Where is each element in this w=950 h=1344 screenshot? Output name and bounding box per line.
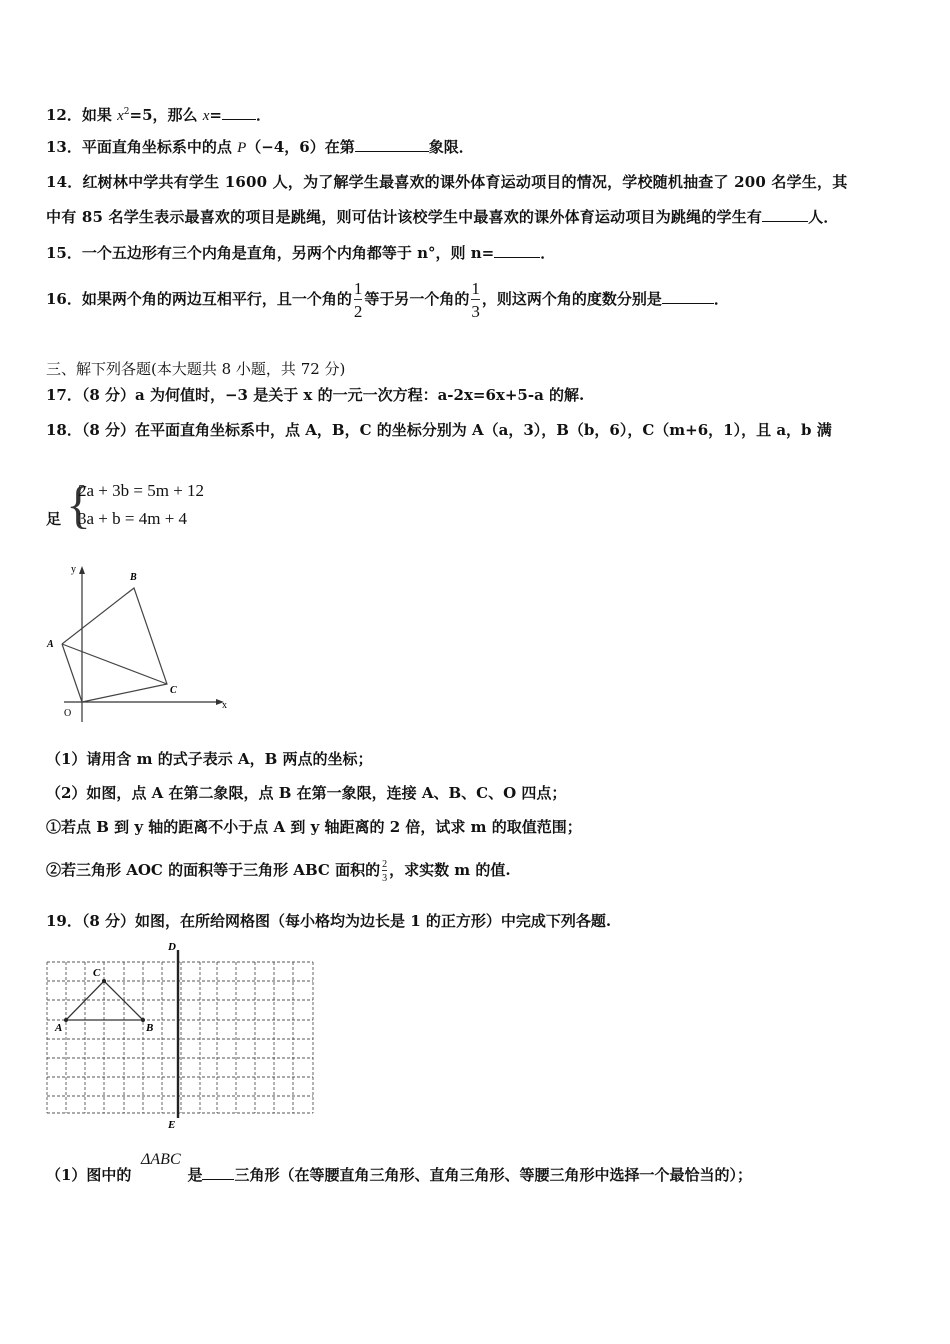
q15-text-b: ．: [540, 244, 556, 262]
question-14-line1: [46, 172, 847, 192]
origin-label: O: [64, 708, 72, 719]
question-17: 17．（8 分）a 为何值时，−3 是关于 x 的一元一次方程：a-2x=6x+5-a 的解.: [46, 386, 585, 404]
x-axis-label: x: [222, 700, 227, 711]
question-12: [46, 102, 271, 126]
point-c-label: C: [170, 685, 177, 696]
q14-answer-blank[interactable]: [762, 207, 808, 222]
q18-part2-sub2: ②若三角形 AOC 的面积等于三角形 ABC 面积的 $\frac{2}{3}$ ，求实数 m 的值.: [46, 858, 511, 884]
point-e-label: E: [168, 1119, 176, 1131]
section-3-heading: 三、解下列各题(本大题共 8 小题，共 72 分): [46, 360, 346, 378]
point-d-label: D: [168, 941, 176, 953]
q19-grid-figure: [40, 936, 330, 1132]
q13-point-p: P: [237, 140, 247, 156]
q16-text-c: ，则这两个角的度数分别是: [481, 290, 662, 308]
q15-answer-blank[interactable]: [494, 243, 540, 258]
question-16: [46, 278, 729, 322]
question-15: [46, 243, 555, 263]
delta-abc-symbol: ΔABC: [141, 1151, 181, 1168]
q19-answer-blank[interactable]: [202, 1165, 234, 1180]
y-axis-arrow-icon: [79, 566, 85, 574]
question-13: [46, 137, 474, 158]
q18-part2-sub1: ①若点 B 到 y 轴的距离不小于点 A 到 y 轴距离的 2 倍，试求 m 的取值范围；: [46, 818, 582, 836]
q16-text-b: 等于另一个角的: [364, 290, 470, 308]
q16-text-a: 16．如果两个角的两边互相平行，且一个角的: [46, 290, 352, 308]
q16-fraction-third: $\frac{1}{3}$: [471, 278, 480, 321]
y-axis-label: y: [71, 564, 76, 575]
point-c-label: C: [93, 967, 101, 979]
q18-part1: （1）请用含 m 的式子表示 A，B 两点的坐标；: [46, 750, 373, 768]
question-14-line2: [46, 207, 839, 227]
q14-line1: 14．红树林中学共有学生 1600 人，为了解学生最喜欢的课外体育运动项目的情况，学校随机抽查了 200 名学生，其: [46, 173, 848, 191]
question-18-line1: 18．（8 分）在平面直角坐标系中，点 A，B，C 的坐标分别为 A（a，3），B（b，6），C（m+6，1），且 a，b 满: [46, 421, 832, 439]
equation-2: 3a + b = 4m + 4: [78, 509, 188, 528]
quadrilateral-aboc: [62, 588, 167, 702]
q13-text-c: 象限．: [428, 138, 474, 156]
question-19-line1: 19．（8 分）如图，在所给网格图（每小格均为边长是 1 的正方形）中完成下列各题.: [46, 912, 612, 930]
q12-text-c: =: [209, 106, 222, 124]
q16-text-d: ．: [713, 290, 729, 308]
triangle-abc: [66, 981, 143, 1020]
point-a-label: A: [55, 1022, 63, 1034]
q16-fraction-half: $\frac{1}{2}$: [353, 278, 363, 321]
q18-part2: （2）如图，点 A 在第二象限，点 B 在第一象限，连接 A、B、C、O 四点；: [46, 784, 567, 802]
fraction-two-thirds: $\frac{2}{3}$: [382, 858, 388, 884]
q12-exponent: 2: [123, 107, 130, 117]
q15-text-a: 15．一个五边形有三个内角是直角，另两个内角都等于 n°，则 n=: [46, 244, 495, 262]
equation-system-prefix: 足: [46, 510, 62, 528]
point-b-label: B: [146, 1022, 154, 1034]
q13-answer-blank[interactable]: [355, 137, 429, 152]
q14-line2a: 中有 85 名学生表示最喜欢的项目是跳绳，则可估计该校学生中最喜欢的课外体育运动项目为跳绳的学生有: [46, 208, 763, 226]
q13-text-b: （−4，6）在第: [246, 138, 355, 156]
q12-answer-blank[interactable]: [222, 105, 256, 120]
segment-ac: [62, 644, 167, 684]
q12-var-x2: x: [202, 108, 210, 124]
point-b-label: B: [130, 572, 137, 583]
q14-line2b: 人．: [808, 208, 839, 226]
grid-lines: [47, 962, 313, 1113]
brace-icon: {: [66, 477, 91, 534]
q12-text-b: =5，那么: [129, 106, 203, 124]
q16-answer-blank[interactable]: [662, 289, 714, 304]
q12-text-a: 12．如果: [46, 106, 118, 124]
q12-text-d: ．: [256, 106, 272, 124]
point-a-label: A: [47, 639, 54, 650]
q12-var-x: x: [117, 108, 124, 124]
q19-part1: （1）图中的 是 三角形（在等腰直角三角形、直角三角形、等腰三角形中选择一个最恰当的）；: [46, 1166, 752, 1184]
equation-1: 2a + 3b = 5m + 12: [78, 481, 205, 500]
q13-text-a: 13．平面直角坐标系中的点: [46, 138, 238, 156]
q18-coordinate-figure: [40, 560, 240, 730]
